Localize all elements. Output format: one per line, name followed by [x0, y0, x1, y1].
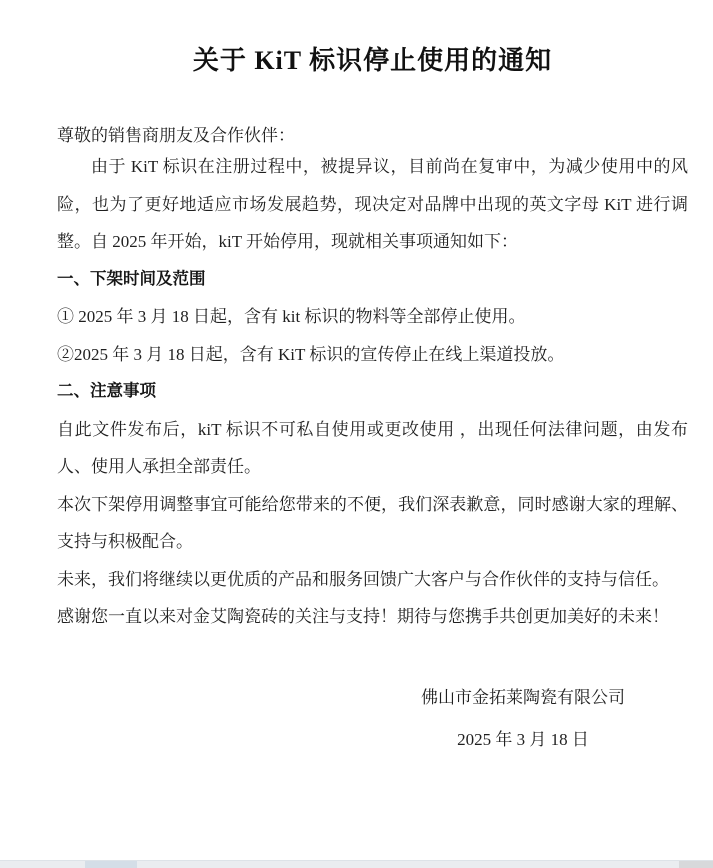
- section2-paragraph-4: 感谢您一直以来对金艾陶瓷砖的关注与支持！期待与您携手共创更加美好的未来！: [57, 607, 669, 626]
- horizontal-scrollbar-thumb[interactable]: [85, 861, 137, 868]
- scrollbar-corner: [679, 861, 713, 868]
- intro-paragraph: 由于 KiT 标识在注册过程中，被提异议，目前尚在复审中，为减少使用中的风险，也为了更好地适应市场发展趋势，现决定对品牌中出现的英文字母 KiT 进行调整。自 2025 年开始，kiT 开始停用，现就相关事项通知如下：: [57, 157, 688, 251]
- document-content: [0, 45, 713, 752]
- signature-date: 2025 年 3 月 18 日: [457, 729, 589, 749]
- section1-item-1: ① 2025 年 3 月 18 日起，含有 kit 标识的物料等全部停止使用。: [57, 307, 526, 326]
- section1-item-2: ②2025 年 3 月 18 日起，含有 KiT 标识的宣传停止在线上渠道投放。: [57, 344, 565, 364]
- section2-paragraph-2: 本次下架停用调整事宜可能给您带来的不便，我们深表歉意，同时感谢大家的理解、支持与积极配合。: [57, 494, 688, 551]
- section2-paragraph-3: 未来，我们将继续以更优质的产品和服务回馈广大客户与合作伙伴的支持与信任。: [57, 569, 669, 589]
- section2-paragraph-1: 自此文件发布后，kiT 标识不可私自使用或更改使用 ，出现任何法律问题，由发布人、使用人承担全部责任。: [57, 419, 688, 476]
- document-title: 关于 KiT 标识停止使用的通知: [192, 46, 553, 75]
- company-name: 佛山市金拓莱陶瓷有限公司: [421, 687, 625, 707]
- signature-block: [57, 686, 688, 752]
- signature-inner: [421, 686, 625, 752]
- section2-heading: 二、注意事项: [57, 382, 156, 400]
- section1-heading: 一、下架时间及范围: [57, 269, 206, 288]
- horizontal-scrollbar-track[interactable]: [0, 860, 713, 868]
- salutation: 尊敬的销售商朋友及合作伙伴：: [57, 126, 295, 145]
